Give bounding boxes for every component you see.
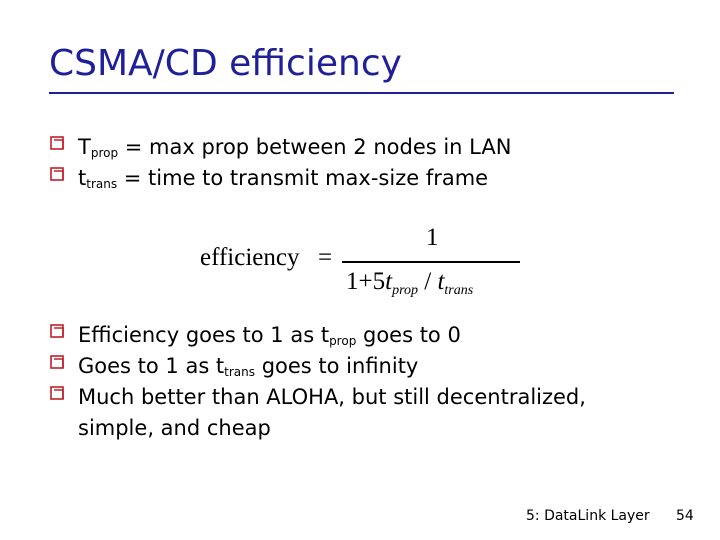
footer-chapter-label: 5: DataLink Layer [526,508,650,524]
page-number: 54 [676,508,694,524]
denominator-var2: t [437,268,445,295]
points-list [50,320,586,444]
slide-title: CSMA/CD efficiency [49,43,402,84]
square-bullet-icon [50,136,65,151]
definitions-list [50,132,511,194]
denominator-divide: / [424,268,432,295]
title-divider [49,92,674,94]
list-item [50,351,586,382]
definition-subscript: prop [90,146,119,160]
point-text: Goes to 1 as t [78,354,225,378]
square-bullet-icon [50,355,65,370]
definition-text: = time to transmit max-size frame [117,166,489,190]
denominator-coefficient: 5 [372,268,386,295]
point-text: goes to infinity [255,354,419,378]
definition-symbol: T [78,135,91,159]
point-text: simple, and cheap [78,416,271,440]
definition-symbol: t [78,166,87,190]
denominator-sub1: prop [392,283,418,298]
square-bullet-icon [50,386,65,401]
formula-numerator: 1 [426,224,439,251]
denominator-sub2: trans [444,283,474,298]
denominator-lead: 1 [346,268,359,295]
formula-denominator [346,268,473,296]
point-text: Efficiency goes to 1 as t [78,323,330,347]
list-item [50,163,511,194]
formula-lhs: efficiency [200,244,300,271]
square-bullet-icon [50,324,65,339]
point-text: goes to 0 [356,323,461,347]
square-bullet-icon [50,167,65,182]
list-item [50,320,586,351]
list-item [50,132,511,163]
fraction-bar [342,261,520,263]
denominator-plus: + [358,268,373,295]
formula-equals: = [318,244,333,271]
definition-subscript: trans [86,177,118,191]
point-text: Much better than ALOHA, but still decentralized, [78,385,586,409]
list-item-continuation [50,413,586,444]
point-subscript: prop [329,334,357,348]
point-subscript: trans [224,365,256,379]
efficiency-formula [200,224,540,304]
definition-text: = max prop between 2 nodes in LAN [118,135,512,159]
list-item [50,382,586,413]
denominator-var1: t [385,268,393,295]
